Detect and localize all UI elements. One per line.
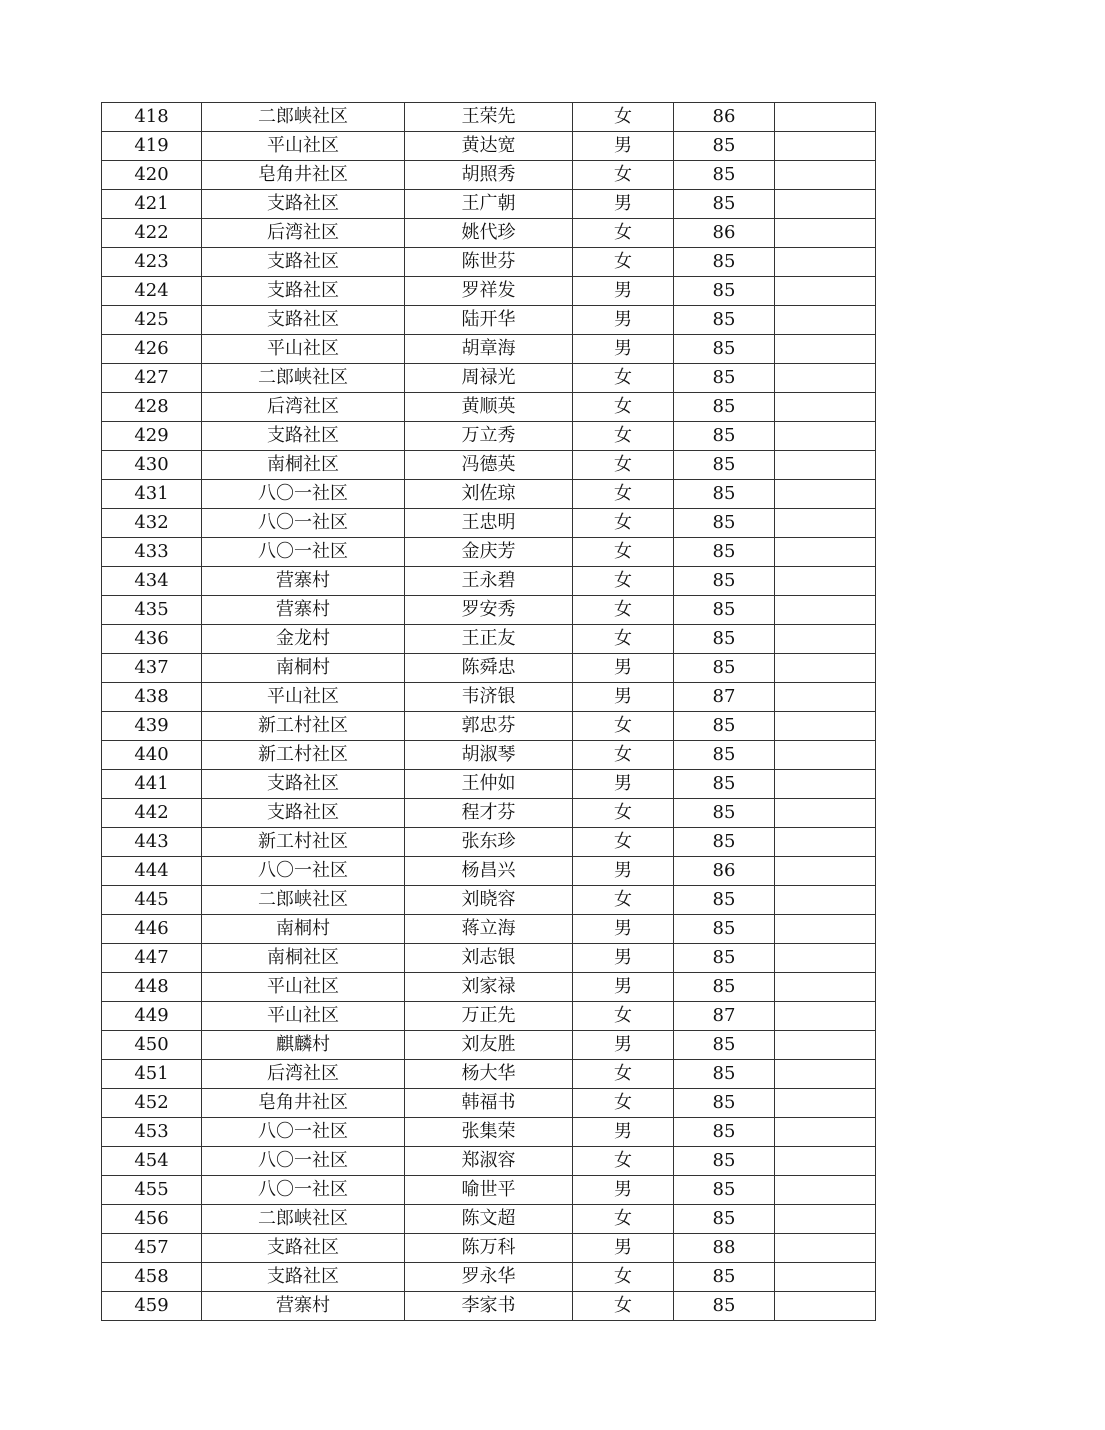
name-cell: 郭忠芬	[405, 712, 573, 741]
community-cell: 支路社区	[202, 799, 405, 828]
name-cell: 罗祥发	[405, 277, 573, 306]
name-cell: 陆开华	[405, 306, 573, 335]
gender-cell: 女	[573, 248, 674, 277]
age-cell: 85	[674, 770, 775, 799]
age-cell: 85	[674, 277, 775, 306]
community-cell: 支路社区	[202, 770, 405, 799]
community-cell: 麒麟村	[202, 1031, 405, 1060]
name-cell: 王永碧	[405, 567, 573, 596]
name-cell: 韩福书	[405, 1089, 573, 1118]
note-cell	[775, 654, 876, 683]
note-cell	[775, 596, 876, 625]
community-cell: 八〇一社区	[202, 1176, 405, 1205]
age-cell: 85	[674, 364, 775, 393]
community-cell: 平山社区	[202, 335, 405, 364]
table-row	[102, 1234, 876, 1263]
table-row	[102, 509, 876, 538]
row-number-cell: 450	[102, 1031, 202, 1060]
name-cell: 黄达宽	[405, 132, 573, 161]
table-row	[102, 799, 876, 828]
name-cell: 万正先	[405, 1002, 573, 1031]
age-cell: 85	[674, 886, 775, 915]
name-cell: 胡淑琴	[405, 741, 573, 770]
name-cell: 陈文超	[405, 1205, 573, 1234]
age-cell: 85	[674, 915, 775, 944]
age-cell: 85	[674, 799, 775, 828]
name-cell: 程才芬	[405, 799, 573, 828]
table-row	[102, 654, 876, 683]
age-cell: 85	[674, 1031, 775, 1060]
name-cell: 金庆芳	[405, 538, 573, 567]
name-cell: 韦济银	[405, 683, 573, 712]
note-cell	[775, 1060, 876, 1089]
name-cell: 刘家禄	[405, 973, 573, 1002]
name-cell: 陈世芬	[405, 248, 573, 277]
note-cell	[775, 538, 876, 567]
gender-cell: 女	[573, 1002, 674, 1031]
note-cell	[775, 1089, 876, 1118]
community-cell: 营寨村	[202, 1292, 405, 1321]
row-number-cell: 448	[102, 973, 202, 1002]
name-cell: 王忠明	[405, 509, 573, 538]
community-cell: 支路社区	[202, 1263, 405, 1292]
gender-cell: 女	[573, 161, 674, 190]
row-number-cell: 446	[102, 915, 202, 944]
table-row	[102, 248, 876, 277]
age-cell: 85	[674, 944, 775, 973]
table-row	[102, 161, 876, 190]
row-number-cell: 447	[102, 944, 202, 973]
table-row	[102, 335, 876, 364]
table-row	[102, 1089, 876, 1118]
table-row	[102, 741, 876, 770]
gender-cell: 男	[573, 190, 674, 219]
age-cell: 87	[674, 683, 775, 712]
note-cell	[775, 712, 876, 741]
row-number-cell: 419	[102, 132, 202, 161]
community-cell: 后湾社区	[202, 393, 405, 422]
community-cell: 二郎峡社区	[202, 1205, 405, 1234]
age-cell: 85	[674, 422, 775, 451]
community-cell: 南桐社区	[202, 944, 405, 973]
table-row	[102, 770, 876, 799]
community-cell: 八〇一社区	[202, 480, 405, 509]
age-cell: 85	[674, 828, 775, 857]
table-row	[102, 944, 876, 973]
gender-cell: 女	[573, 1147, 674, 1176]
gender-cell: 女	[573, 1263, 674, 1292]
name-cell: 罗安秀	[405, 596, 573, 625]
note-cell	[775, 828, 876, 857]
age-cell: 85	[674, 1292, 775, 1321]
age-cell: 85	[674, 161, 775, 190]
gender-cell: 女	[573, 103, 674, 132]
table-row	[102, 567, 876, 596]
note-cell	[775, 1031, 876, 1060]
age-cell: 85	[674, 248, 775, 277]
note-cell	[775, 1147, 876, 1176]
community-cell: 平山社区	[202, 1002, 405, 1031]
table-row	[102, 480, 876, 509]
row-number-cell: 426	[102, 335, 202, 364]
community-cell: 二郎峡社区	[202, 886, 405, 915]
name-cell: 罗永华	[405, 1263, 573, 1292]
age-cell: 85	[674, 538, 775, 567]
row-number-cell: 431	[102, 480, 202, 509]
name-cell: 刘佐琼	[405, 480, 573, 509]
name-cell: 蒋立海	[405, 915, 573, 944]
community-cell: 二郎峡社区	[202, 364, 405, 393]
name-cell: 周禄光	[405, 364, 573, 393]
name-cell: 刘晓容	[405, 886, 573, 915]
note-cell	[775, 103, 876, 132]
community-cell: 南桐社区	[202, 451, 405, 480]
note-cell	[775, 973, 876, 1002]
gender-cell: 男	[573, 857, 674, 886]
table-row	[102, 625, 876, 654]
age-cell: 86	[674, 857, 775, 886]
note-cell	[775, 277, 876, 306]
note-cell	[775, 190, 876, 219]
name-cell: 王仲如	[405, 770, 573, 799]
table-row	[102, 538, 876, 567]
row-number-cell: 435	[102, 596, 202, 625]
table-row	[102, 1031, 876, 1060]
row-number-cell: 454	[102, 1147, 202, 1176]
table-row	[102, 1147, 876, 1176]
row-number-cell: 457	[102, 1234, 202, 1263]
row-number-cell: 459	[102, 1292, 202, 1321]
age-cell: 87	[674, 1002, 775, 1031]
community-cell: 支路社区	[202, 277, 405, 306]
name-cell: 刘友胜	[405, 1031, 573, 1060]
name-cell: 李家书	[405, 1292, 573, 1321]
gender-cell: 女	[573, 567, 674, 596]
note-cell	[775, 161, 876, 190]
row-number-cell: 452	[102, 1089, 202, 1118]
note-cell	[775, 364, 876, 393]
gender-cell: 女	[573, 886, 674, 915]
community-cell: 皂角井社区	[202, 161, 405, 190]
community-cell: 皂角井社区	[202, 1089, 405, 1118]
table-row	[102, 422, 876, 451]
note-cell	[775, 915, 876, 944]
name-cell: 王正友	[405, 625, 573, 654]
community-cell: 后湾社区	[202, 219, 405, 248]
note-cell	[775, 422, 876, 451]
table-row	[102, 277, 876, 306]
age-cell: 85	[674, 132, 775, 161]
row-number-cell: 432	[102, 509, 202, 538]
note-cell	[775, 944, 876, 973]
gender-cell: 女	[573, 451, 674, 480]
community-cell: 新工村社区	[202, 828, 405, 857]
note-cell	[775, 393, 876, 422]
age-cell: 85	[674, 1118, 775, 1147]
age-cell: 85	[674, 190, 775, 219]
name-cell: 喻世平	[405, 1176, 573, 1205]
community-cell: 平山社区	[202, 973, 405, 1002]
gender-cell: 男	[573, 915, 674, 944]
name-cell: 冯德英	[405, 451, 573, 480]
row-number-cell: 422	[102, 219, 202, 248]
note-cell	[775, 799, 876, 828]
community-cell: 支路社区	[202, 1234, 405, 1263]
age-cell: 85	[674, 625, 775, 654]
table-row	[102, 857, 876, 886]
table-row	[102, 364, 876, 393]
table-row	[102, 683, 876, 712]
gender-cell: 男	[573, 1031, 674, 1060]
table-row	[102, 1060, 876, 1089]
note-cell	[775, 219, 876, 248]
age-cell: 85	[674, 451, 775, 480]
gender-cell: 女	[573, 422, 674, 451]
name-cell: 张东珍	[405, 828, 573, 857]
age-cell: 85	[674, 393, 775, 422]
note-cell	[775, 1176, 876, 1205]
note-cell	[775, 741, 876, 770]
row-number-cell: 420	[102, 161, 202, 190]
gender-cell: 女	[573, 1205, 674, 1234]
gender-cell: 女	[573, 364, 674, 393]
row-number-cell: 427	[102, 364, 202, 393]
community-cell: 南桐村	[202, 915, 405, 944]
age-cell: 85	[674, 509, 775, 538]
note-cell	[775, 625, 876, 654]
gender-cell: 女	[573, 741, 674, 770]
community-cell: 新工村社区	[202, 712, 405, 741]
community-cell: 新工村社区	[202, 741, 405, 770]
note-cell	[775, 306, 876, 335]
table-row	[102, 1263, 876, 1292]
community-cell: 支路社区	[202, 306, 405, 335]
name-cell: 陈万科	[405, 1234, 573, 1263]
gender-cell: 男	[573, 1118, 674, 1147]
row-number-cell: 449	[102, 1002, 202, 1031]
community-cell: 营寨村	[202, 567, 405, 596]
note-cell	[775, 480, 876, 509]
age-cell: 85	[674, 741, 775, 770]
table-row	[102, 973, 876, 1002]
table-row	[102, 1002, 876, 1031]
community-cell: 八〇一社区	[202, 509, 405, 538]
age-cell: 85	[674, 480, 775, 509]
gender-cell: 男	[573, 306, 674, 335]
note-cell	[775, 857, 876, 886]
gender-cell: 男	[573, 335, 674, 364]
age-cell: 85	[674, 1176, 775, 1205]
row-number-cell: 425	[102, 306, 202, 335]
row-number-cell: 438	[102, 683, 202, 712]
note-cell	[775, 1118, 876, 1147]
age-cell: 86	[674, 103, 775, 132]
age-cell: 85	[674, 1263, 775, 1292]
age-cell: 85	[674, 567, 775, 596]
name-cell: 杨昌兴	[405, 857, 573, 886]
table-row	[102, 132, 876, 161]
community-cell: 八〇一社区	[202, 1147, 405, 1176]
age-cell: 85	[674, 712, 775, 741]
table-row	[102, 1205, 876, 1234]
gender-cell: 男	[573, 654, 674, 683]
row-number-cell: 458	[102, 1263, 202, 1292]
gender-cell: 男	[573, 277, 674, 306]
name-cell: 王广朝	[405, 190, 573, 219]
note-cell	[775, 886, 876, 915]
row-number-cell: 442	[102, 799, 202, 828]
row-number-cell: 444	[102, 857, 202, 886]
table-row	[102, 915, 876, 944]
name-cell: 陈舜忠	[405, 654, 573, 683]
gender-cell: 男	[573, 132, 674, 161]
gender-cell: 女	[573, 596, 674, 625]
age-cell: 86	[674, 219, 775, 248]
age-cell: 85	[674, 306, 775, 335]
gender-cell: 女	[573, 509, 674, 538]
name-cell: 万立秀	[405, 422, 573, 451]
gender-cell: 女	[573, 1089, 674, 1118]
age-cell: 85	[674, 1205, 775, 1234]
row-number-cell: 424	[102, 277, 202, 306]
row-number-cell: 429	[102, 422, 202, 451]
row-number-cell: 453	[102, 1118, 202, 1147]
community-cell: 八〇一社区	[202, 857, 405, 886]
note-cell	[775, 1292, 876, 1321]
row-number-cell: 434	[102, 567, 202, 596]
gender-cell: 女	[573, 1060, 674, 1089]
name-cell: 王荣先	[405, 103, 573, 132]
community-cell: 金龙村	[202, 625, 405, 654]
table-row	[102, 393, 876, 422]
community-cell: 八〇一社区	[202, 538, 405, 567]
gender-cell: 男	[573, 944, 674, 973]
roster-table	[101, 102, 876, 1321]
row-number-cell: 423	[102, 248, 202, 277]
age-cell: 85	[674, 1147, 775, 1176]
table-row	[102, 596, 876, 625]
row-number-cell: 445	[102, 886, 202, 915]
gender-cell: 男	[573, 1176, 674, 1205]
name-cell: 胡照秀	[405, 161, 573, 190]
table-row	[102, 103, 876, 132]
row-number-cell: 443	[102, 828, 202, 857]
name-cell: 胡章海	[405, 335, 573, 364]
table-row	[102, 712, 876, 741]
row-number-cell: 441	[102, 770, 202, 799]
age-cell: 85	[674, 1089, 775, 1118]
table-row	[102, 190, 876, 219]
gender-cell: 女	[573, 625, 674, 654]
table-row	[102, 886, 876, 915]
name-cell: 姚代珍	[405, 219, 573, 248]
note-cell	[775, 683, 876, 712]
community-cell: 后湾社区	[202, 1060, 405, 1089]
community-cell: 营寨村	[202, 596, 405, 625]
note-cell	[775, 451, 876, 480]
name-cell: 张集荣	[405, 1118, 573, 1147]
community-cell: 支路社区	[202, 190, 405, 219]
row-number-cell: 440	[102, 741, 202, 770]
note-cell	[775, 567, 876, 596]
gender-cell: 女	[573, 219, 674, 248]
row-number-cell: 433	[102, 538, 202, 567]
table-row	[102, 1292, 876, 1321]
table-row	[102, 1118, 876, 1147]
note-cell	[775, 248, 876, 277]
note-cell	[775, 132, 876, 161]
gender-cell: 女	[573, 799, 674, 828]
table-row	[102, 828, 876, 857]
age-cell: 88	[674, 1234, 775, 1263]
note-cell	[775, 1234, 876, 1263]
row-number-cell: 456	[102, 1205, 202, 1234]
gender-cell: 男	[573, 973, 674, 1002]
roster-table-body	[102, 103, 876, 1321]
age-cell: 85	[674, 973, 775, 1002]
table-row	[102, 451, 876, 480]
gender-cell: 女	[573, 712, 674, 741]
gender-cell: 女	[573, 828, 674, 857]
gender-cell: 男	[573, 770, 674, 799]
row-number-cell: 455	[102, 1176, 202, 1205]
note-cell	[775, 1263, 876, 1292]
gender-cell: 女	[573, 1292, 674, 1321]
table-row	[102, 1176, 876, 1205]
name-cell: 黄顺英	[405, 393, 573, 422]
name-cell: 郑淑容	[405, 1147, 573, 1176]
community-cell: 支路社区	[202, 422, 405, 451]
gender-cell: 女	[573, 393, 674, 422]
name-cell: 刘志银	[405, 944, 573, 973]
row-number-cell: 421	[102, 190, 202, 219]
community-cell: 平山社区	[202, 132, 405, 161]
row-number-cell: 430	[102, 451, 202, 480]
row-number-cell: 439	[102, 712, 202, 741]
name-cell: 杨大华	[405, 1060, 573, 1089]
community-cell: 南桐村	[202, 654, 405, 683]
row-number-cell: 437	[102, 654, 202, 683]
gender-cell: 女	[573, 480, 674, 509]
table-row	[102, 306, 876, 335]
community-cell: 支路社区	[202, 248, 405, 277]
gender-cell: 男	[573, 683, 674, 712]
note-cell	[775, 1205, 876, 1234]
row-number-cell: 436	[102, 625, 202, 654]
age-cell: 85	[674, 1060, 775, 1089]
community-cell: 八〇一社区	[202, 1118, 405, 1147]
note-cell	[775, 509, 876, 538]
age-cell: 85	[674, 654, 775, 683]
community-cell: 平山社区	[202, 683, 405, 712]
row-number-cell: 428	[102, 393, 202, 422]
table-row	[102, 219, 876, 248]
note-cell	[775, 1002, 876, 1031]
age-cell: 85	[674, 335, 775, 364]
age-cell: 85	[674, 596, 775, 625]
gender-cell: 女	[573, 538, 674, 567]
community-cell: 二郎峡社区	[202, 103, 405, 132]
note-cell	[775, 770, 876, 799]
gender-cell: 男	[573, 1234, 674, 1263]
note-cell	[775, 335, 876, 364]
row-number-cell: 418	[102, 103, 202, 132]
row-number-cell: 451	[102, 1060, 202, 1089]
